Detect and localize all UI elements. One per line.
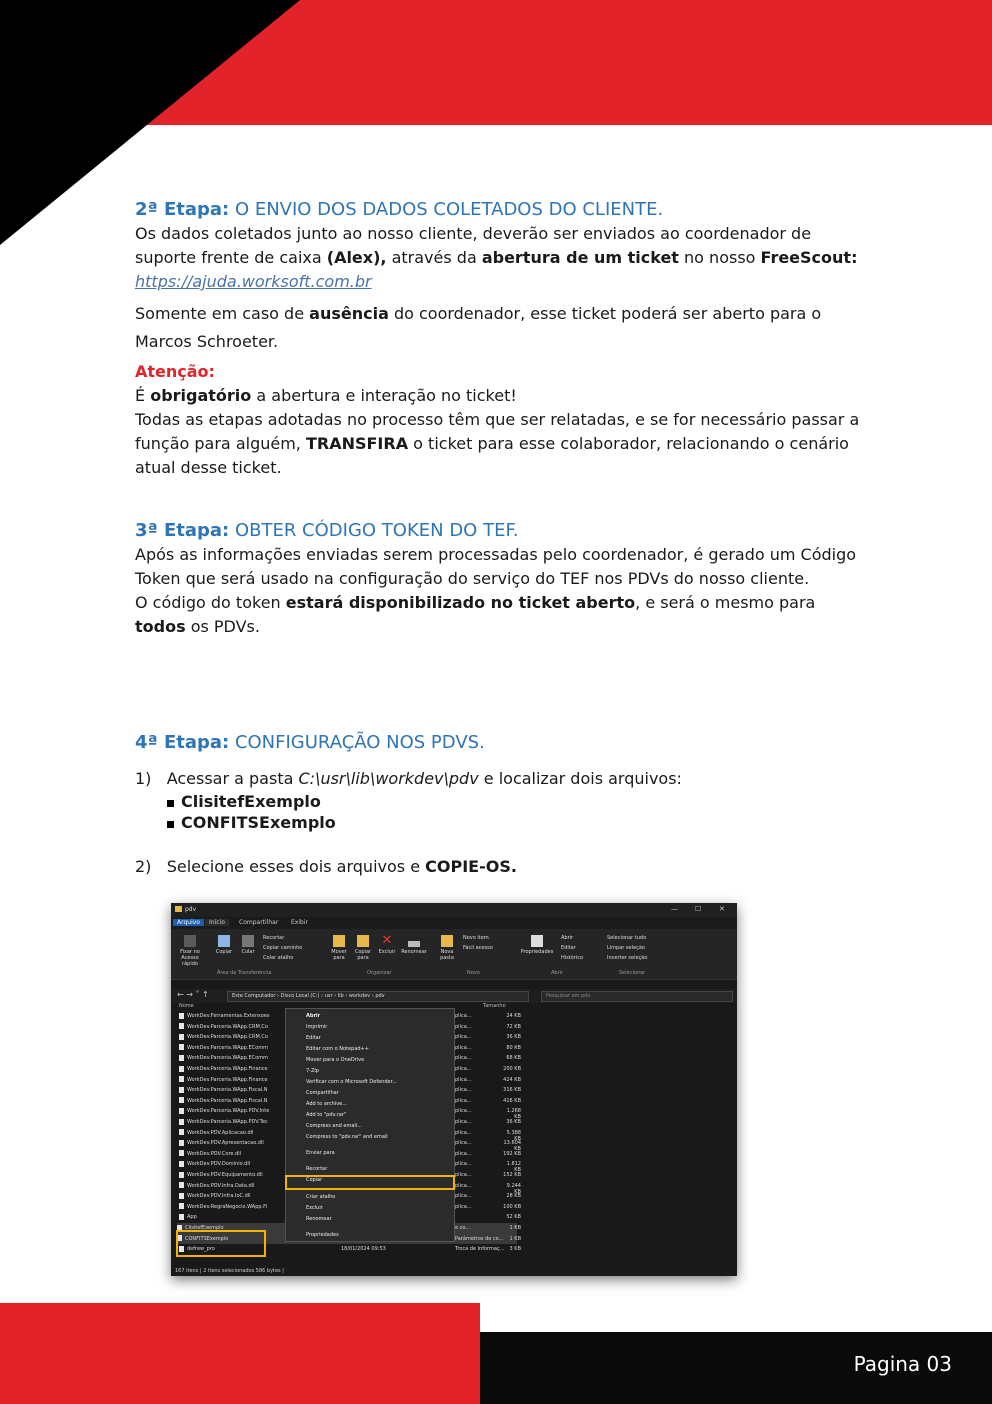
file-type: plica... <box>455 1044 472 1051</box>
stage2-paragraph4: Todas as etapas adotadas no processo têm que ser relatadas, e se for necessário passar a função para alguém, TRANSFIRA o ticket para esse colaborador, relacionando o cenário atual desse ticket. <box>135 410 860 477</box>
minimize-button[interactable]: — <box>671 905 678 913</box>
move-to-button[interactable]: Mover para <box>329 935 349 961</box>
file-row[interactable] <box>179 1149 241 1160</box>
menu-item[interactable]: Compress and email... <box>306 1123 362 1129</box>
group-label: Novo <box>467 970 480 976</box>
file-name: defrew_pro <box>187 1246 215 1253</box>
address-row <box>171 989 737 1003</box>
rename-icon <box>408 941 420 947</box>
stage3-section <box>135 519 865 639</box>
tab-exibir[interactable]: Exibir <box>291 919 308 926</box>
file-size: 192 KB <box>503 1150 521 1157</box>
file-name: App <box>187 1214 197 1221</box>
window-title: pdv <box>185 906 197 913</box>
footer-red-band <box>0 1303 480 1404</box>
new-folder-icon <box>441 935 453 947</box>
file-size: 28 KB <box>506 1193 521 1200</box>
file-name: WorkDev.Parceria.WApp.EComm <box>187 1044 268 1051</box>
menu-item[interactable]: Recortar <box>306 1166 328 1172</box>
file-type: plica... <box>455 1193 472 1200</box>
step1: 1) Acessar a pasta C:\usr\lib\workdev\pdv e localizar dois arquivos: <box>135 769 682 788</box>
open-button[interactable]: Abrir <box>561 935 574 941</box>
file-type: plica... <box>455 1203 472 1210</box>
file-size: 80 KB <box>506 1044 521 1051</box>
file-size: 9.244 KB <box>506 1182 521 1195</box>
group-label: Abrir <box>551 970 564 976</box>
copy-to-button[interactable]: Copiar para <box>353 935 373 961</box>
file-size: 152 KB <box>503 1172 521 1178</box>
pin-icon <box>184 935 196 947</box>
file-date: 18/01/2024 09:53 <box>341 1246 386 1253</box>
file-type: plica... <box>455 1150 472 1157</box>
copy-icon <box>218 935 230 947</box>
file-row[interactable] <box>179 1106 269 1117</box>
file-size: 200 KB <box>503 1066 521 1072</box>
file-icon <box>179 1161 184 1167</box>
stage3-paragraph1: Após as informações enviadas serem processadas pelo coordenador, é gerado um Código Token que será usado na configuração do serviço do TEF nos PDVs do nosso cliente. <box>135 545 857 588</box>
file-icon <box>179 1013 184 1019</box>
stage2-paragraph1: Os dados coletados junto ao nosso cliente, deverão ser enviados ao coordenador de suporte frente de caixa (Alex), através da abertura de um ticket no nosso FreeScout: https://ajuda.worksoft.com.br <box>135 224 858 291</box>
menu-item[interactable]: Criar atalho <box>306 1194 336 1200</box>
file-type: e co... <box>455 1225 471 1231</box>
file-size: 1 KB <box>509 1225 521 1231</box>
file-type: plica... <box>455 1066 472 1072</box>
file-name: WorkDev.PDV.Apresentacao.dll <box>187 1140 264 1147</box>
file-type: plica... <box>455 1076 472 1083</box>
file-size: 3 KB <box>509 1246 521 1253</box>
freescout-link[interactable]: https://ajuda.worksoft.com.br <box>135 272 372 291</box>
file-size: 36 KB <box>506 1034 521 1041</box>
file-type: Troca de Informaç... <box>455 1246 505 1253</box>
menu-item[interactable]: Compartilhar <box>306 1090 339 1096</box>
file-size: 52 KB <box>506 1214 521 1221</box>
file-size: 1.268 KB <box>506 1108 521 1121</box>
file-type: plica... <box>455 1055 472 1062</box>
file-size: 1.812 KB <box>506 1161 521 1174</box>
ribbon-tabs <box>171 917 737 929</box>
address-bar[interactable]: Este Computador › Disco Local (C:) › usr › lib › workdev › pdv <box>227 991 529 1002</box>
file-type: plica... <box>455 1161 472 1168</box>
new-folder-button[interactable]: Nova pasta <box>437 935 457 961</box>
tab-inicio[interactable]: Início <box>205 919 229 926</box>
file-row[interactable] <box>179 1011 270 1022</box>
stage3-paragraph2: O código do token estará disponibilizado no ticket aberto, e será o mesmo para todos os PDVs. <box>135 593 816 636</box>
menu-item[interactable]: Copiar <box>306 1177 323 1183</box>
menu-item[interactable]: Compress to "pdv.rar" and email <box>306 1134 388 1140</box>
file-icon <box>179 1193 184 1199</box>
file-type: plica... <box>455 1013 472 1019</box>
file-type: Parâmetros de co... <box>455 1235 504 1242</box>
group-label: Organizar <box>367 970 392 976</box>
page-number: Pagina 03 <box>853 1352 952 1376</box>
menu-item[interactable]: Add to archive... <box>306 1101 347 1107</box>
copy-button[interactable]: Copiar <box>215 935 233 955</box>
file-icon <box>179 1097 184 1103</box>
select-small-group <box>607 933 667 963</box>
paste-icon <box>242 935 254 947</box>
file-row[interactable] <box>179 1159 250 1170</box>
paste-button[interactable]: Colar <box>239 935 257 955</box>
stage2-heading: 2ª Etapa: O ENVIO DOS DADOS COLETADOS DO CLIENTE. <box>135 199 664 220</box>
pin-button[interactable]: Fixar no Acesso rápido <box>173 935 207 967</box>
files-highlight <box>176 1230 266 1257</box>
file-icon <box>179 1044 184 1050</box>
file-icon <box>179 1119 184 1125</box>
edit-button[interactable]: Editar <box>561 945 576 951</box>
menu-item[interactable]: Verificar com o Microsoft Defender... <box>306 1079 397 1085</box>
file-type: plica... <box>455 1119 472 1125</box>
file-type: plica... <box>455 1087 472 1094</box>
file-name: WorkDev.Parceria.WApp.CRM.Co <box>187 1034 268 1041</box>
rename-button[interactable]: Renomear <box>401 935 427 955</box>
file-name: WorkDev.PDV.Core.dll <box>187 1150 242 1157</box>
file-size: 424 KB <box>503 1076 521 1083</box>
file-icon <box>179 1055 184 1061</box>
file-row[interactable] <box>179 1138 264 1149</box>
clipboard-small-group <box>263 933 323 963</box>
easy-access-button[interactable]: Fácil acesso <box>463 945 493 951</box>
file-item: CONFITSExemplo <box>167 812 865 833</box>
group-label: Área de Transferência <box>217 970 272 976</box>
file-type: plica... <box>455 1140 472 1147</box>
file-icon <box>179 1076 184 1082</box>
attention-label: Atenção: <box>135 362 215 381</box>
copy-folder-icon <box>357 935 369 947</box>
col-name-header[interactable]: Nome <box>179 1003 194 1009</box>
menu-item[interactable]: Mover para o OneDrive <box>306 1057 365 1063</box>
delete-icon: ✕ <box>381 933 393 948</box>
file-size: 72 KB <box>506 1023 521 1030</box>
file-type: plica... <box>455 1108 472 1115</box>
stage3-heading: 3ª Etapa: OBTER CÓDIGO TOKEN DO TEF. <box>135 520 519 541</box>
file-icon <box>179 1034 184 1040</box>
file-icon <box>179 1087 184 1093</box>
maximize-button[interactable]: ☐ <box>695 905 702 913</box>
menu-item[interactable]: Editar com o Notepad++ <box>306 1046 369 1052</box>
select-all-button[interactable]: Selecionar tudo <box>607 935 647 941</box>
file-icon <box>179 1172 184 1178</box>
file-name: WorkDev.Parceria.WApp.Finance <box>187 1076 268 1083</box>
file-name: WorkDev.Ferramentas.Extensoes <box>187 1013 270 1019</box>
file-name: WorkDev.PDV.Aplicacao.dll <box>187 1129 254 1136</box>
menu-item[interactable]: Propriedades <box>306 1232 339 1238</box>
properties-icon <box>531 935 543 947</box>
file-name: WorkDev.Parceria.WApp.Finance <box>187 1066 268 1072</box>
menu-item[interactable]: Abrir <box>306 1013 321 1019</box>
file-icon <box>179 1023 184 1029</box>
folder-icon <box>175 906 182 912</box>
file-size: 316 KB <box>503 1087 521 1094</box>
file-icon <box>179 1129 184 1135</box>
open-small-group <box>561 933 601 963</box>
file-row[interactable] <box>179 1085 268 1096</box>
window-titlebar <box>171 903 737 917</box>
tab-compartilhar[interactable]: Compartilhar <box>239 919 279 926</box>
file-size: 24 KB <box>506 1013 521 1019</box>
file-row[interactable] <box>179 1170 263 1181</box>
file-icon <box>179 1214 184 1220</box>
file-size: 13.604 KB <box>503 1140 521 1153</box>
new-small-group <box>463 933 513 953</box>
new-item-button[interactable]: Novo item <box>463 935 489 941</box>
copy-path-button[interactable]: Copiar caminho <box>263 945 303 951</box>
file-row[interactable] <box>179 1191 251 1202</box>
stage2-paragraph3: É obrigatório a abertura e interação no ticket! <box>135 386 517 405</box>
file-type: plica... <box>455 1182 472 1189</box>
file-name: WorkDev.PDV.Infra.IoC.dll <box>187 1193 251 1200</box>
nav-arrows-icon[interactable]: ← → ˅ ↑ <box>177 990 209 999</box>
menu-item[interactable]: Enviar para <box>306 1150 335 1156</box>
file-size: 68 KB <box>506 1055 521 1062</box>
paste-shortcut-button[interactable]: Colar atalho <box>263 955 294 961</box>
file-row[interactable] <box>179 1128 253 1139</box>
cut-button[interactable]: Recortar <box>263 935 285 941</box>
file-row[interactable] <box>179 1202 267 1213</box>
file-icon <box>179 1150 184 1156</box>
history-button[interactable]: Histórico <box>561 955 584 961</box>
menu-item[interactable]: Imprimir <box>306 1024 328 1030</box>
file-name: WorkDev.Parceria.WApp.PDV.Inte <box>187 1108 270 1115</box>
menu-item[interactable]: Add to "pdv.rar" <box>306 1112 347 1118</box>
invert-selection-button[interactable]: Inverter seleção <box>607 955 648 961</box>
file-name: WorkDev.PDV.Equipamento.dll <box>187 1172 263 1178</box>
stage2-paragraph2: Somente em caso de ausência do coordenador, esse ticket poderá ser aberto para o Marcos Schroeter. <box>135 304 822 351</box>
file-row[interactable] <box>179 1043 268 1054</box>
file-row[interactable] <box>179 1096 268 1107</box>
file-type: plica... <box>455 1023 472 1030</box>
step2: 2) Selecione esses dois arquivos e COPIE-OS. <box>135 857 517 876</box>
file-row[interactable] <box>179 1032 268 1043</box>
file-name: WorkDev.PDV.Infra.Data.dll <box>187 1182 255 1189</box>
clear-selection-button[interactable]: Limpar seleção <box>607 945 645 951</box>
file-type: plica... <box>455 1097 472 1104</box>
menu-item[interactable]: Editar <box>306 1035 321 1041</box>
file-size: 100 KB <box>503 1203 521 1210</box>
file-row[interactable] <box>179 1075 268 1086</box>
move-folder-icon <box>333 935 345 947</box>
file-name: WorkDev.PDV.Dominio.dll <box>187 1161 251 1168</box>
menu-item[interactable]: Renomear <box>306 1216 332 1222</box>
file-row[interactable] <box>179 1181 254 1192</box>
file-icon <box>179 1066 184 1072</box>
col-size-header[interactable]: Tamanho <box>483 1003 506 1009</box>
stage4-section <box>135 731 865 879</box>
file-icon <box>179 1140 184 1146</box>
file-name: CONFITSExemplo <box>185 1235 229 1242</box>
stage2-section <box>135 198 865 480</box>
file-size: 5.388 KB <box>506 1129 521 1142</box>
file-row[interactable] <box>179 1212 197 1223</box>
file-type: plica... <box>455 1129 472 1136</box>
group-label: Selecionar <box>619 970 646 976</box>
file-item: ClisitefExemplo <box>167 791 865 812</box>
file-type: plica... <box>455 1172 472 1178</box>
ribbon <box>171 929 737 980</box>
delete-button[interactable]: ✕ Excluir <box>378 933 396 955</box>
copy-highlight <box>285 1175 455 1190</box>
file-row[interactable] <box>179 1117 268 1128</box>
explorer-screenshot <box>171 903 737 1276</box>
properties-button[interactable]: Propriedades <box>517 935 557 955</box>
file-name: WorkDev.Parceria.WApp.Fiscal.N <box>187 1097 268 1104</box>
context-menu <box>285 1008 455 1242</box>
file-name: WorkDev.Parceria.WApp.Fiscal.N <box>187 1087 268 1094</box>
search-input[interactable]: Pesquisar em pdv <box>541 991 733 1002</box>
file-name: WorkDev.Parceria.WApp.EComm <box>187 1055 268 1062</box>
file-size: 416 KB <box>503 1097 521 1104</box>
files-list <box>135 791 865 833</box>
file-row[interactable] <box>179 1064 268 1075</box>
file-icon <box>179 1182 184 1188</box>
file-name: WorkDev.Parceria.WApp.CRM.Co <box>187 1023 268 1030</box>
file-name: ClisitefExemplo <box>185 1225 224 1231</box>
menu-item[interactable]: 7-Zip <box>306 1068 319 1074</box>
file-row[interactable] <box>179 1022 268 1033</box>
close-button[interactable]: ✕ <box>719 905 725 913</box>
menu-item[interactable]: Excluir <box>306 1205 323 1211</box>
status-bar: 167 itens | 2 itens selecionados 586 bytes | <box>171 1267 737 1276</box>
file-name: WorkDev.Parceria.WApp.PDV.Tec <box>187 1119 268 1125</box>
stage4-heading: 4ª Etapa: CONFIGURAÇÃO NOS PDVS. <box>135 732 485 753</box>
file-name: WorkDev.RegraNegocio.WApp.Fi <box>187 1203 268 1210</box>
file-size: 1 KB <box>509 1235 521 1242</box>
file-type: plica... <box>455 1034 472 1041</box>
file-icon <box>179 1203 184 1209</box>
tab-arquivo[interactable]: Arquivo <box>173 919 204 926</box>
file-row[interactable] <box>179 1053 268 1064</box>
file-size: 36 KB <box>506 1119 521 1125</box>
file-icon <box>179 1108 184 1114</box>
